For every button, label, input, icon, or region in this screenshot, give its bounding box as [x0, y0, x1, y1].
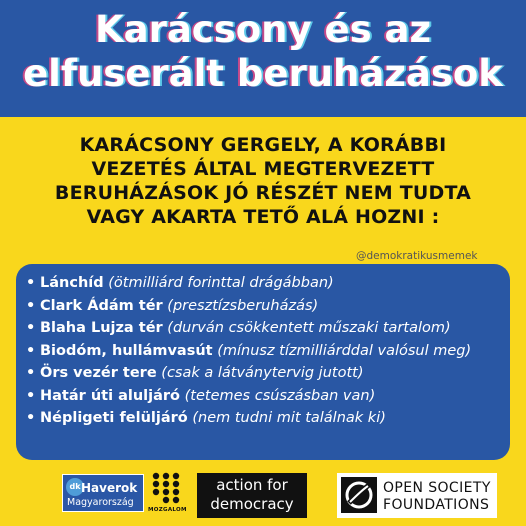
- list-item: [24, 317, 504, 340]
- osf-logo-line1: OPEN SOCIETY: [383, 480, 491, 496]
- afd-logo-line2: democracy: [210, 495, 294, 513]
- osf-mark-icon: [341, 477, 377, 513]
- project-name: Határ úti aluljáró: [40, 387, 181, 404]
- title-banner: [0, 0, 526, 117]
- project-note: (csak a látványtervig jutott): [156, 365, 364, 381]
- projects-list: [24, 272, 504, 430]
- project-note: (tetemes csúszásban van): [180, 387, 376, 404]
- project-note: (mínusz tízmilliárddal valósul meg): [212, 342, 472, 359]
- project-name: Népligeti felüljáró: [40, 410, 188, 426]
- action-for-democracy-logo: [197, 473, 307, 518]
- poster-subtitle: KARÁCSONY GERGELY, A KORÁBBI VEZETÉS ÁLTAL MEGTERVEZETT BERUHÁZÁSOK JÓ RÉSZÉT NEM TUDTA VAGY AKARTA TETŐ ALÁ HOZNI :: [54, 134, 472, 228]
- bullet-icon: •: [26, 297, 36, 314]
- bullet-icon: •: [26, 365, 36, 381]
- project-name: Blaha Lujza tér: [40, 320, 163, 336]
- list-item: [24, 385, 504, 408]
- list-item: [24, 407, 504, 430]
- bullet-icon: •: [26, 410, 36, 426]
- afd-logo-line1: action for: [216, 476, 288, 494]
- bullet-icon: •: [26, 320, 36, 336]
- project-name: Biodóm, hullámvasút: [40, 342, 213, 359]
- list-item: [24, 295, 504, 318]
- haverok-logo-line2: Magyarország: [67, 497, 134, 508]
- poster-title: [0, 8, 526, 96]
- list-item: [24, 272, 504, 295]
- project-name: Örs vezér tere: [40, 365, 157, 381]
- haverok-logo: [62, 474, 144, 512]
- dk-badge-icon: dk: [66, 478, 84, 496]
- mozgalom-logo: [148, 472, 187, 516]
- mozgalom-logo-label: MOZGALOM: [148, 507, 187, 513]
- project-name: Clark Ádám tér: [40, 297, 163, 314]
- mozgalom-dots-icon: [150, 472, 182, 506]
- watermark-handle: @demokratikusmemek: [356, 250, 478, 262]
- bullet-icon: •: [26, 275, 36, 291]
- list-item: [24, 340, 504, 363]
- project-note: (ötmilliárd forinttal drágábban): [103, 275, 334, 291]
- bullet-icon: •: [26, 387, 36, 404]
- project-note: (durván csökkentett műszaki tartalom): [162, 320, 451, 336]
- haverok-logo-line1: Haverok: [81, 481, 138, 495]
- bullet-icon: •: [26, 342, 36, 359]
- osf-logo-line2: FOUNDATIONS: [383, 497, 490, 513]
- title-line-2: elfuserált beruházások: [23, 52, 503, 95]
- project-note: (presztízsberuházás): [162, 297, 319, 314]
- open-society-logo: [337, 473, 497, 518]
- project-note: (nem tudni mit találnak ki): [187, 410, 386, 426]
- list-item: [24, 362, 504, 385]
- project-name: Lánchíd: [40, 275, 104, 291]
- title-line-1: Karácsony és az: [94, 8, 432, 51]
